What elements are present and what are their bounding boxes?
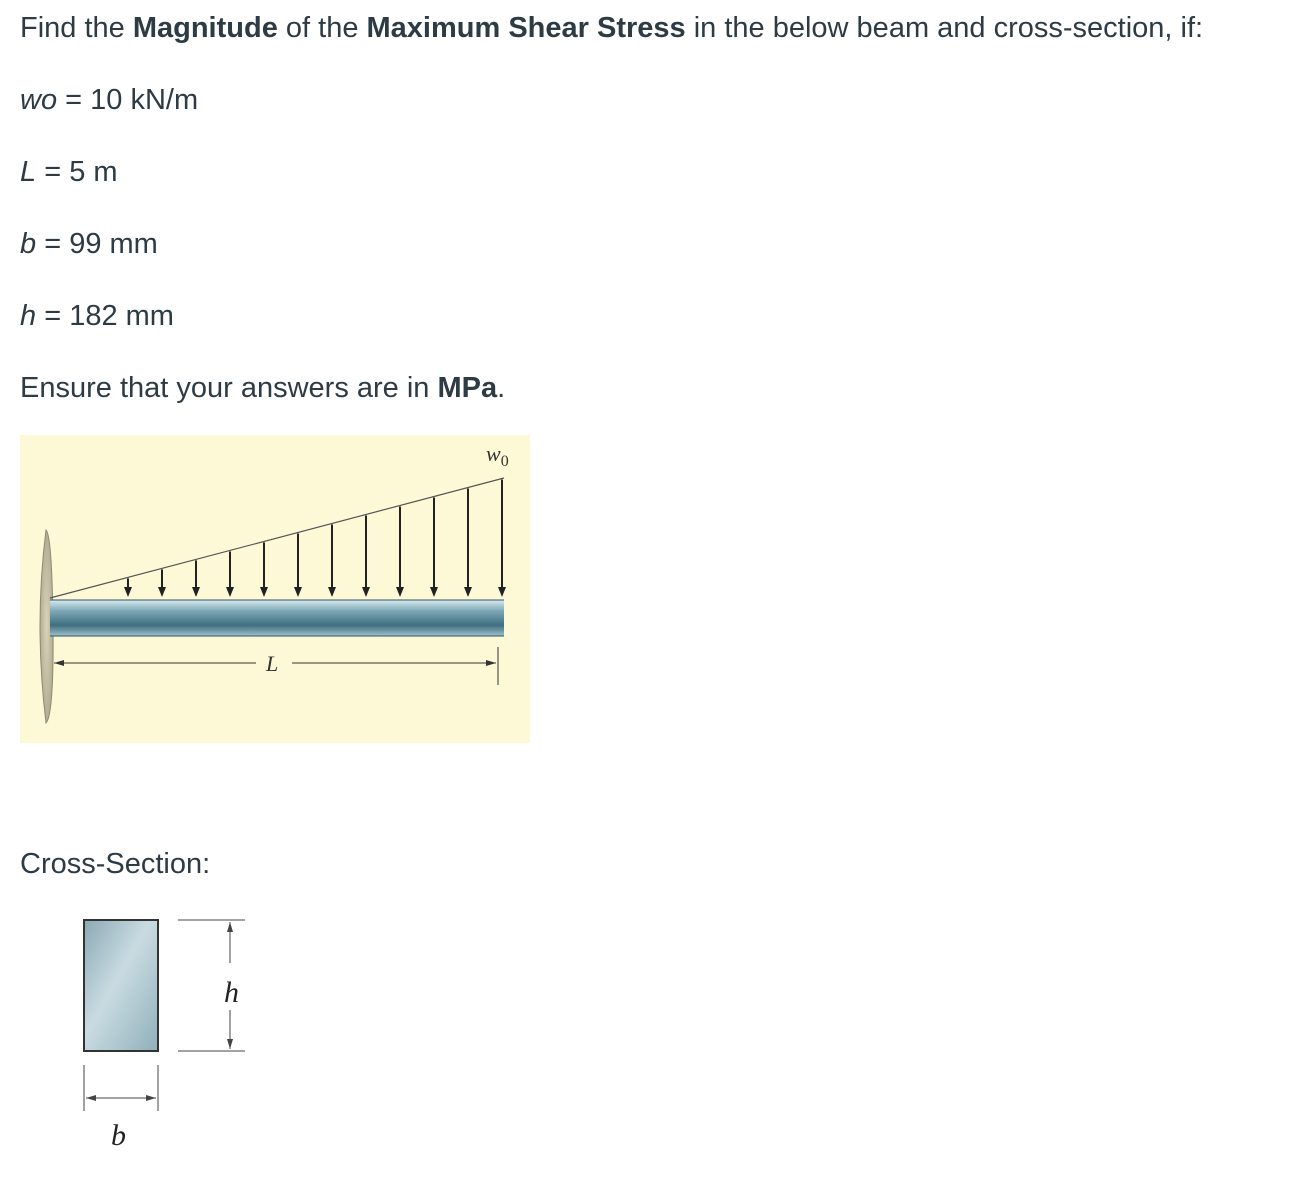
load-label: $w_0$ <box>486 441 509 470</box>
cross-section-diagram <box>40 905 330 1165</box>
question-text: Find the Magnitude of the Maximum Shear Stress in the below beam and cross-section, if: <box>20 12 1204 44</box>
length-label: L <box>266 651 279 676</box>
units-note: Ensure that your answers are in MPa. <box>20 372 506 404</box>
rectangular-section <box>84 920 158 1051</box>
given-height: h = 182 mm <box>20 300 174 332</box>
cantilever-beam-diagram <box>20 435 530 743</box>
bold-max-shear-stress: Maximum Shear Stress <box>366 12 686 44</box>
cross-section-heading: Cross-Section: <box>20 848 211 880</box>
height-label: h <box>224 976 239 1009</box>
given-width: b = 99 mm <box>20 228 158 260</box>
beam <box>50 600 504 636</box>
units-bold: MPa <box>437 372 498 404</box>
figure-background <box>20 435 530 743</box>
given-wo: wo = 10 kN/m <box>20 84 199 116</box>
width-label: b <box>111 1119 126 1152</box>
given-length: L = 5 m <box>20 156 118 188</box>
bold-magnitude: Magnitude <box>132 12 278 44</box>
